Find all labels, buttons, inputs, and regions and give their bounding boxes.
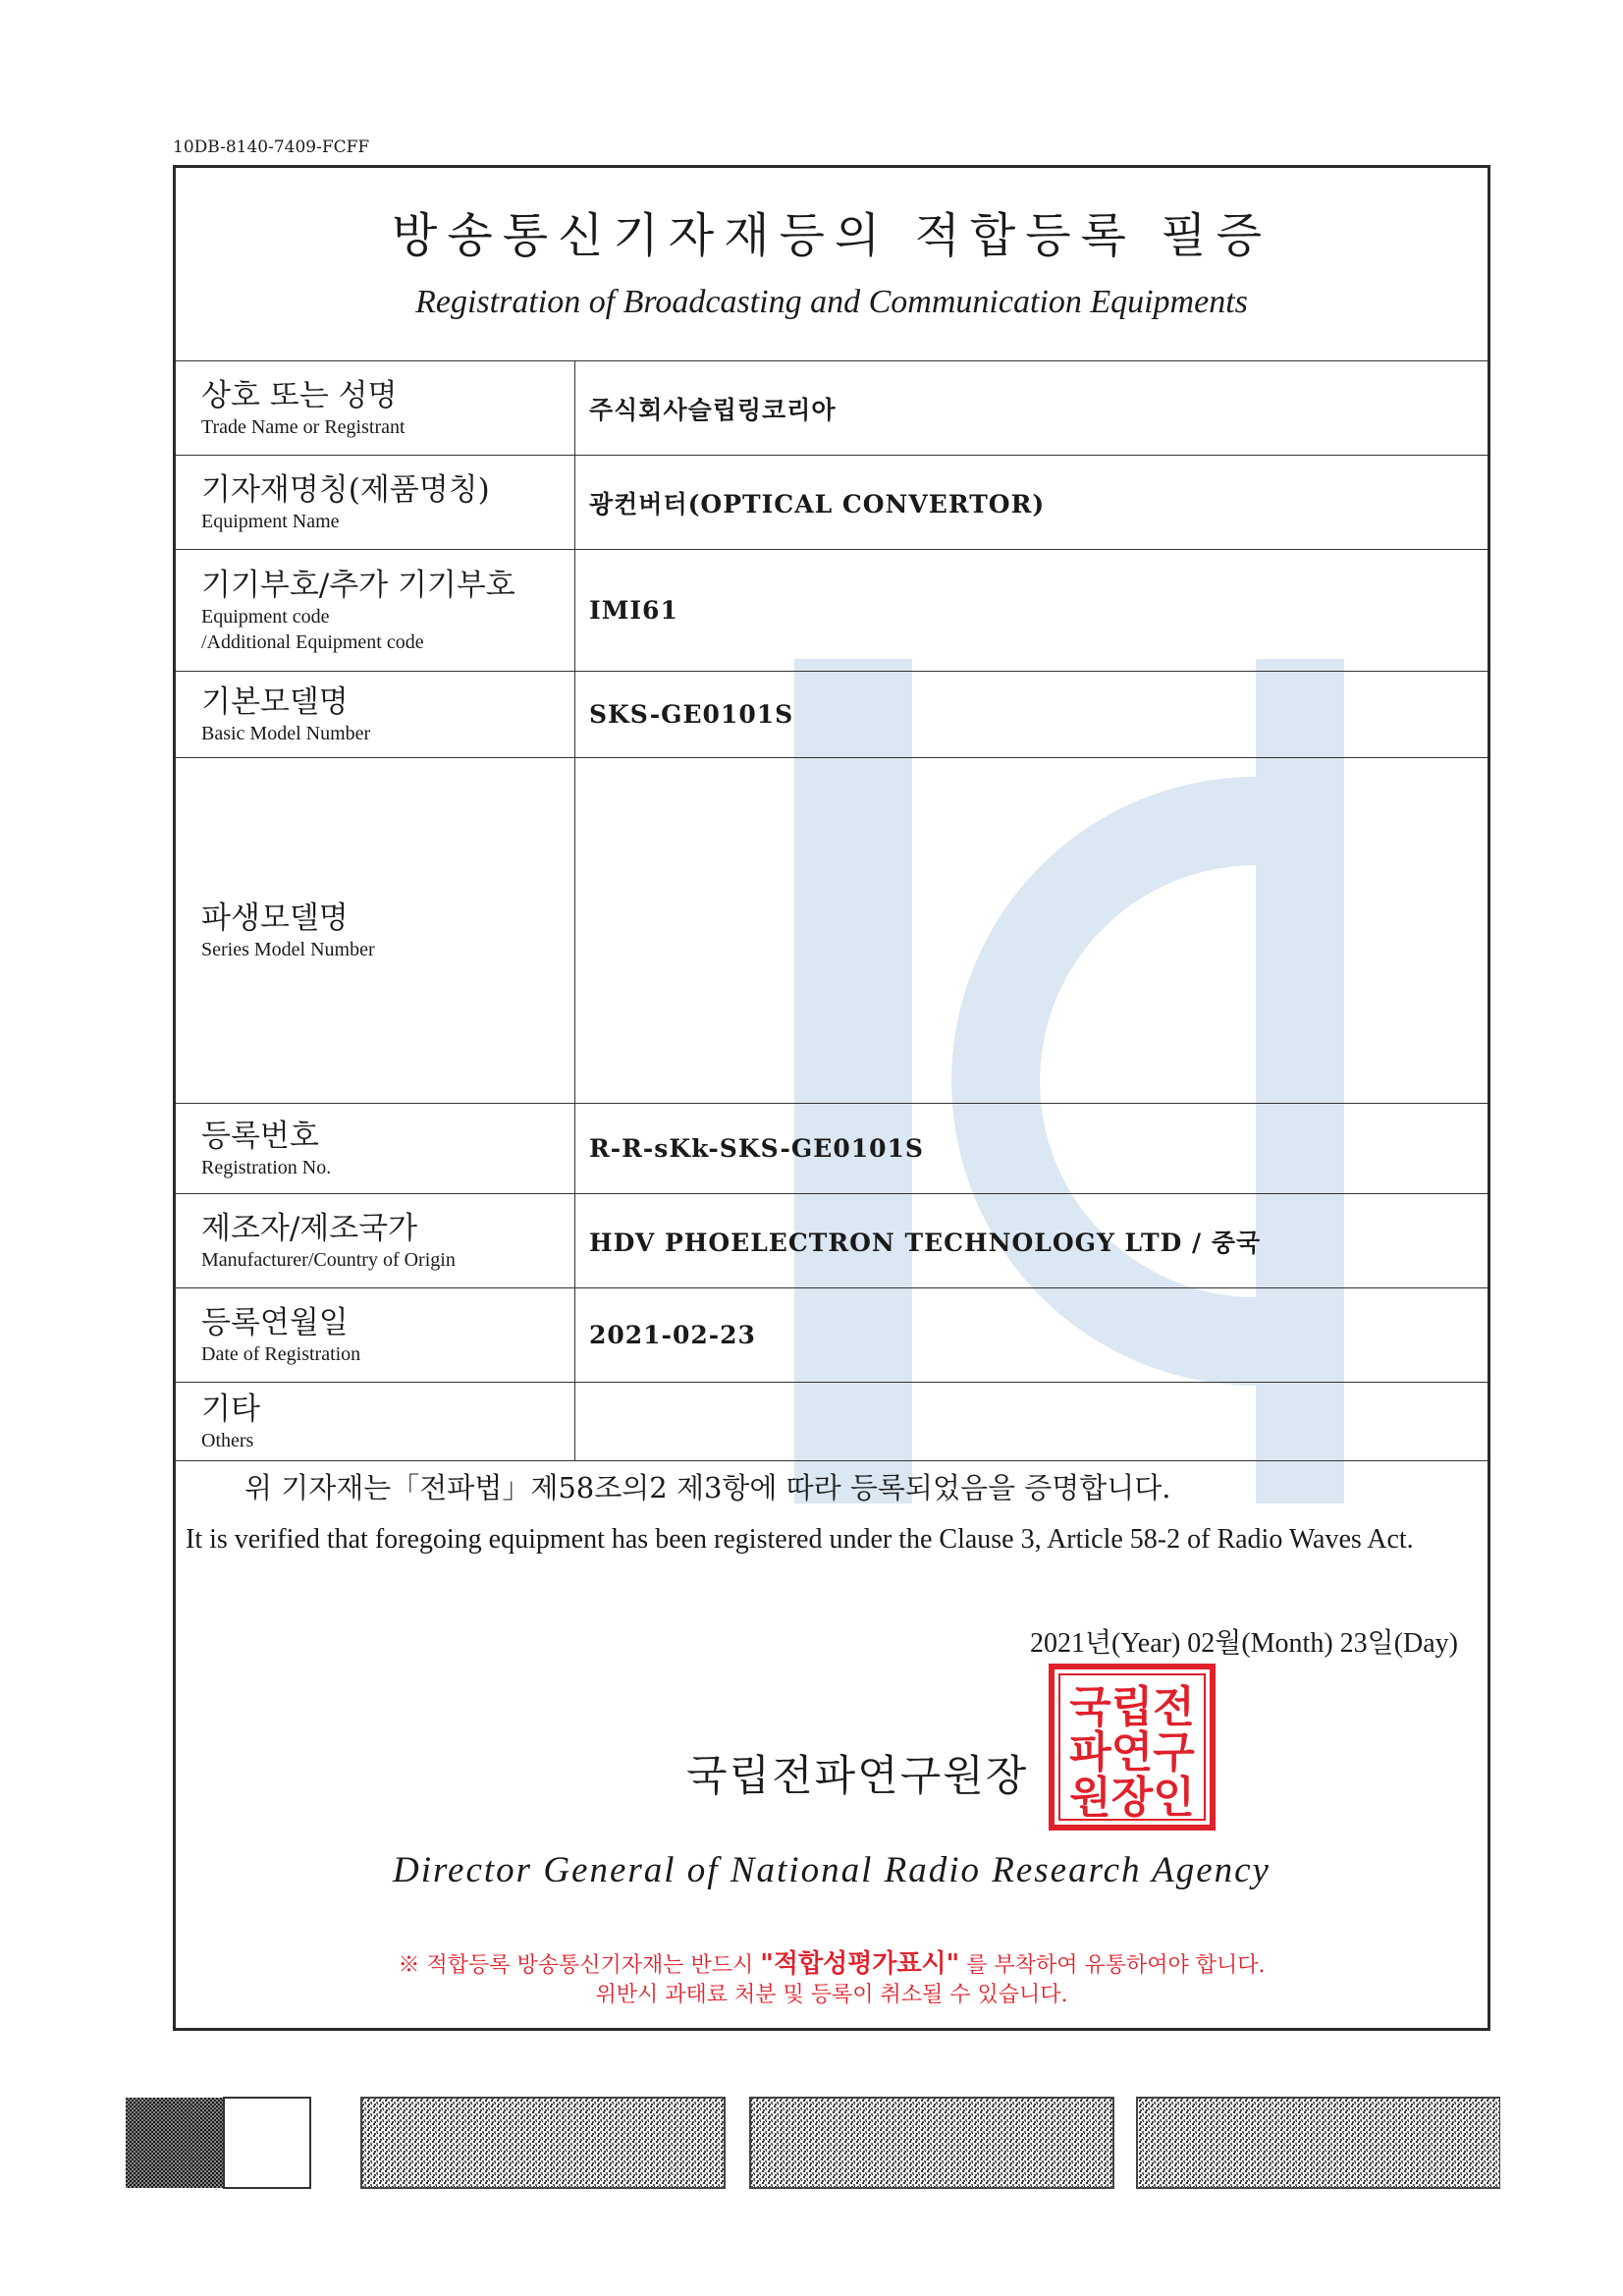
label-korean: 등록연월일 — [201, 1304, 349, 1340]
notice-highlight: "적합성평가표시" — [760, 1949, 960, 1979]
label-cell — [176, 672, 575, 758]
director-title-korean: 국립전파연구원장 — [686, 1752, 1029, 1801]
label-korean: 파생모델명 — [201, 900, 349, 936]
title-korean: 방송통신기자재등의 적합등록 필증 — [391, 208, 1272, 263]
equipment-name-value: 광컨버터(OPTICAL CONVERTOR) — [575, 456, 1488, 550]
row-registration-no — [176, 1104, 1488, 1194]
label-cell — [176, 361, 575, 456]
row-basic-model — [176, 672, 1488, 758]
label-english: Others — [201, 1429, 254, 1451]
label-korean: 상호 또는 성명 — [201, 377, 398, 413]
row-equipment-name — [176, 456, 1488, 550]
row-equipment-code — [176, 550, 1488, 672]
notice-suffix: 를 부착하여 유통하여야 합니다. — [966, 1953, 1266, 1978]
label-english: Registration No. — [201, 1156, 332, 1178]
label-english: Equipment code — [201, 605, 330, 628]
row-registration-date — [176, 1288, 1488, 1383]
series-model-value — [575, 758, 1488, 1104]
label-cell — [176, 456, 575, 550]
row-series-model — [176, 758, 1488, 1104]
label-english: Date of Registration — [201, 1342, 361, 1365]
basic-model-value: SKS-GE0101S — [575, 672, 1488, 758]
label-english: Series Model Number — [201, 938, 375, 960]
statement-english: It is verified that foregoing equipment has been registered under the Clause 3, Article 58-2 of Radio Waves Act. — [186, 1524, 1414, 1555]
row-trade-name — [176, 361, 1488, 456]
manufacturer-value: HDV PHOELECTRON TECHNOLOGY LTD / 중국 — [575, 1194, 1488, 1288]
label-english: Basic Model Number — [201, 722, 371, 744]
barcode-block-3 — [750, 2098, 1113, 2188]
trade-name-value: 주식회사슬립링코리아 — [575, 361, 1488, 456]
label-cell — [176, 758, 575, 1104]
label-korean: 등록번호 — [201, 1118, 319, 1154]
row-others — [176, 1383, 1488, 1461]
label-english: Trade Name or Registrant — [201, 415, 406, 438]
security-barcodes — [126, 2094, 1500, 2192]
others-value — [575, 1383, 1488, 1461]
notice-line-1 — [176, 1943, 1488, 1980]
label-cell — [176, 1288, 575, 1383]
registration-info-table — [176, 360, 1488, 1461]
registration-date-value: 2021-02-23 — [575, 1288, 1488, 1383]
label-cell — [176, 550, 575, 672]
label-korean: 기본모델명 — [201, 683, 349, 720]
registration-no-value: R-R-sKk-SKS-GE0101S — [575, 1104, 1488, 1194]
official-seal-stamp — [1048, 1663, 1217, 1831]
seal-line-2: 파연구 — [1069, 1727, 1195, 1777]
notice-prefix: ※ 적합등록 방송통신기자재는 반드시 — [398, 1953, 754, 1978]
label-cell — [176, 1194, 575, 1288]
equipment-code-value: IMI61 — [575, 550, 1488, 672]
notice-line-2: 위반시 과태료 처분 및 등록이 취소될 수 있습니다. — [595, 1983, 1068, 2007]
label-korean: 제조자/제조국가 — [201, 1210, 418, 1246]
document-id: 10DB-8140-7409-FCFF — [173, 137, 370, 157]
label-korean: 기자재명칭(제품명칭) — [201, 471, 490, 508]
row-manufacturer — [176, 1194, 1488, 1288]
statement-korean: 위 기자재는「전파법」제58조의2 제3항에 따라 등록되었음을 증명합니다. — [244, 1471, 1171, 1504]
director-title-english: Director General of National Radio Research Agency — [393, 1850, 1271, 1890]
label-korean: 기기부호/추가 기기부호 — [201, 567, 515, 603]
barcode-block-1 — [126, 2098, 310, 2188]
issue-date-line: 2021년(Year) 02월(Month) 23일(Day) — [1029, 1628, 1458, 1659]
certificate-frame — [173, 165, 1490, 2031]
label-english-secondary: /Additional Equipment code — [201, 630, 424, 653]
label-cell — [176, 1383, 575, 1461]
seal-line-1: 국립전 — [1069, 1682, 1195, 1732]
barcode-block-4 — [1137, 2098, 1500, 2188]
label-cell — [176, 1104, 575, 1194]
seal-line-3: 원장인 — [1069, 1773, 1195, 1823]
label-english: Manufacturer/Country of Origin — [201, 1248, 456, 1271]
label-korean: 기타 — [201, 1391, 260, 1427]
title-english: Registration of Broadcasting and Communication Equipments — [415, 284, 1248, 320]
label-english: Equipment Name — [201, 510, 340, 532]
barcode-block-2 — [361, 2098, 725, 2188]
